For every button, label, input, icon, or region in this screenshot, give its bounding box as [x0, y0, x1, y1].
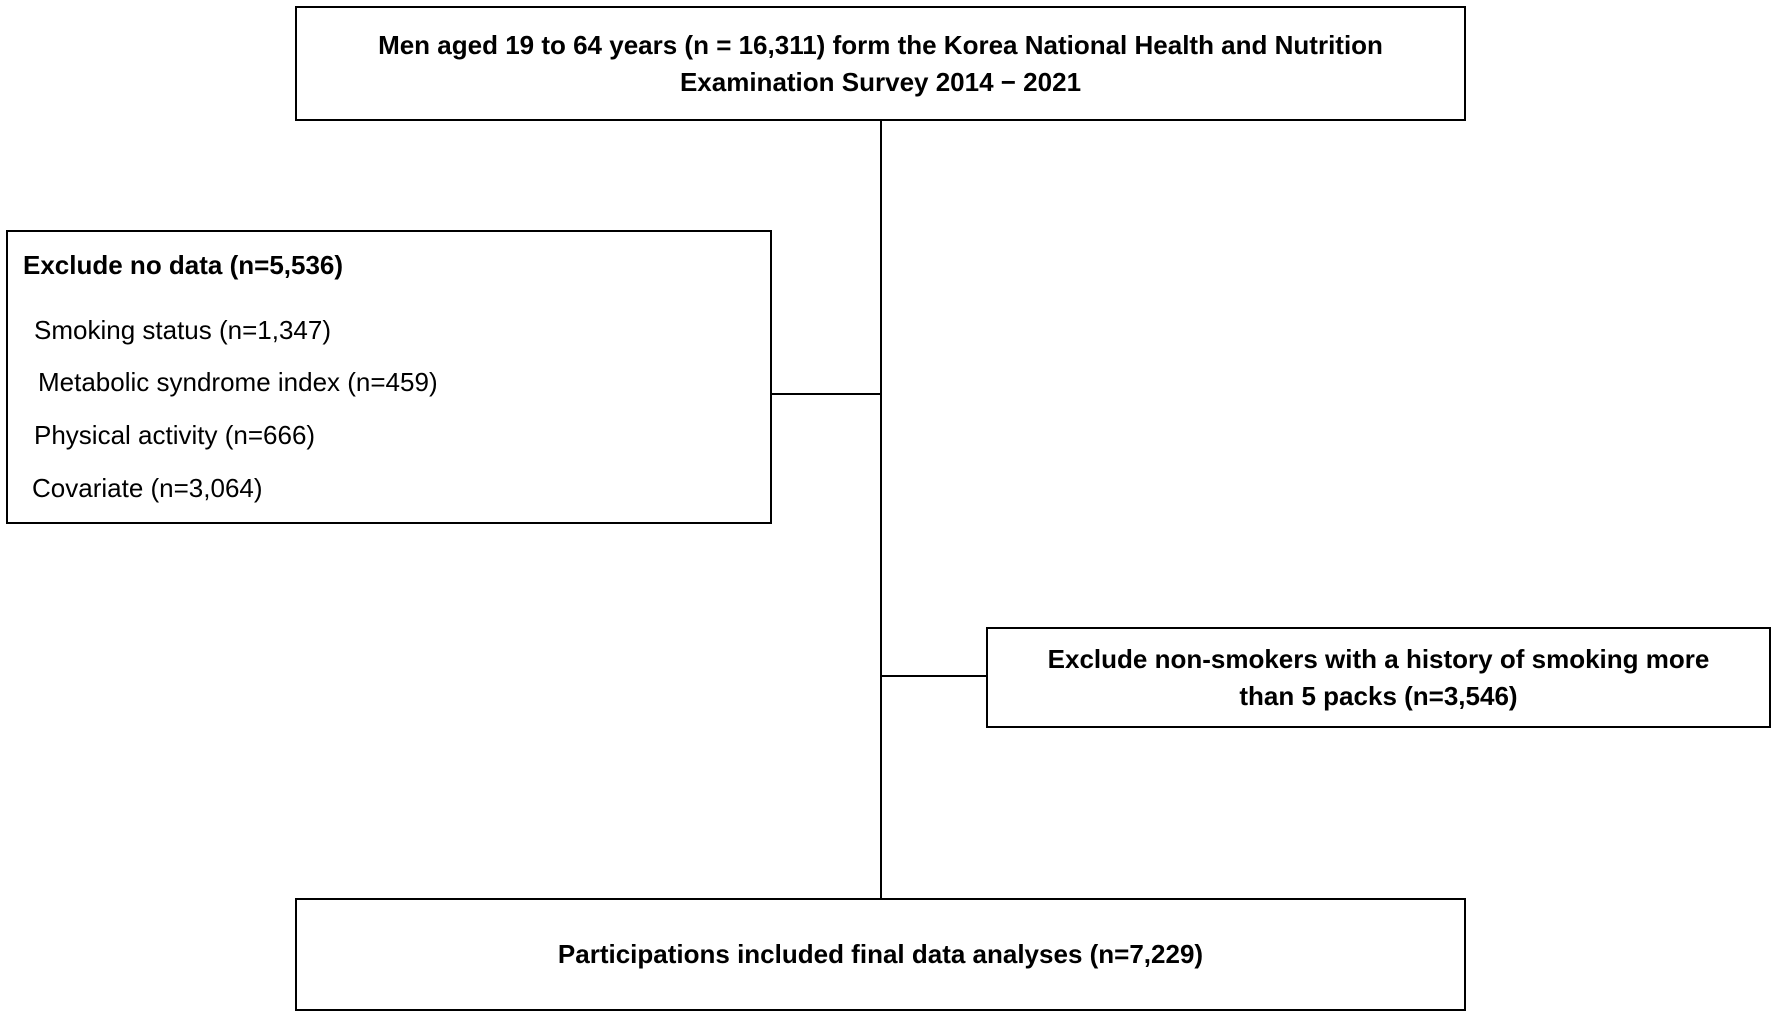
source-population-line1: Men aged 19 to 64 years (n = 16,311) form the Korea National Health and Nutrition: [378, 29, 1383, 60]
source-population-box: [295, 6, 1466, 121]
exclude-item-physical-activity: Physical activity (n=666): [34, 420, 316, 450]
exclude-nonsmokers-box: [986, 627, 1771, 728]
exclude-no-data-box: [6, 230, 772, 524]
nonsmokers-branch-connector: [880, 675, 986, 677]
exclude-nonsmokers-line1: Exclude non-smokers with a history of smoking more: [1047, 643, 1710, 674]
exclude-item-smoking-status: Smoking status (n=1,347): [34, 315, 331, 345]
exclude-branch-connector: [772, 393, 882, 395]
main-vertical-connector: [880, 121, 882, 898]
source-population-line2: Examination Survey 2014 − 2021: [679, 66, 1082, 97]
final-participants-text: Participations included final data analyses (n=7,229): [557, 939, 1204, 969]
exclude-no-data-title: Exclude no data (n=5,536): [23, 250, 344, 280]
final-participants-box: [295, 898, 1466, 1011]
exclude-item-covariate: Covariate (n=3,064): [32, 473, 263, 503]
exclude-item-metabolic-syndrome: Metabolic syndrome index (n=459): [38, 367, 438, 397]
exclude-nonsmokers-line2: than 5 packs (n=3,546): [1239, 680, 1518, 711]
